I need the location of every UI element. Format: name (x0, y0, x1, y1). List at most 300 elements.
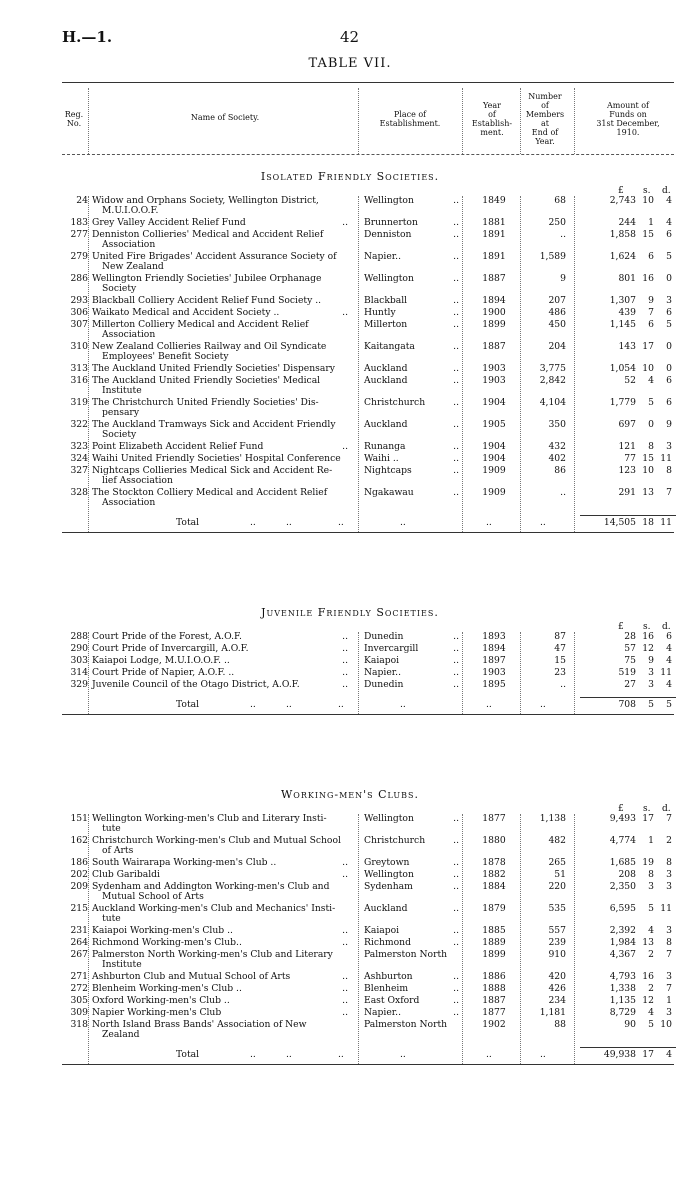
year-established: 1849 (482, 195, 506, 206)
funds-pence: 11 (660, 667, 672, 678)
place-name: Runanga (364, 441, 406, 452)
member-count: 426 (548, 983, 566, 994)
place-leader: .. (453, 251, 459, 262)
place-leader: .. (453, 983, 459, 994)
funds-shillings: 3 (648, 667, 654, 678)
society-name-line: Richmond Working-men's Club.. (92, 937, 242, 948)
funds-shillings: 19 (642, 857, 654, 868)
year-established: 1887 (482, 995, 506, 1006)
funds-pence: 7 (666, 487, 672, 498)
member-count: 910 (548, 949, 566, 960)
column-separator (520, 196, 521, 532)
funds-pence: 1 (666, 995, 672, 1006)
funds-pence: 8 (666, 465, 672, 476)
place-name: Kaiapoi (364, 925, 400, 936)
year-established: 1881 (482, 217, 506, 228)
funds-pounds: 2,743 (609, 195, 636, 206)
reg-number: 316 (70, 375, 88, 386)
funds-pounds: 90 (624, 1019, 636, 1030)
funds-pounds: 244 (618, 217, 636, 228)
funds-pounds: 1,054 (609, 363, 636, 374)
funds-pounds: 4,774 (609, 835, 636, 846)
column-separator (88, 814, 89, 1064)
funds-shillings: 3 (648, 881, 654, 892)
member-count: 51 (554, 869, 566, 880)
header-top-rule (62, 82, 674, 83)
place-leader: .. (453, 229, 459, 240)
place-name: Nightcaps (364, 465, 412, 476)
society-name (92, 870, 350, 880)
place-leader: .. (453, 1007, 459, 1018)
members-header-line: End of (531, 128, 559, 137)
place-header-line: Place of (393, 110, 427, 119)
total-leader: .. (400, 517, 406, 528)
reg-number: 267 (70, 949, 88, 960)
total-shillings: 5 (648, 699, 654, 710)
reg-number: 209 (70, 881, 88, 892)
place-leader: .. (453, 813, 459, 824)
members-header-line: Year. (535, 137, 555, 146)
member-count: 535 (548, 903, 566, 914)
place-leader: .. (453, 441, 459, 452)
year-established: 1899 (482, 949, 506, 960)
reg-header-line: Reg. (64, 110, 84, 119)
total-leader: .. (486, 1049, 492, 1060)
funds-pence: 4 (666, 655, 672, 666)
society-name-line: Juvenile Council of the Otago District, A.O.F. (92, 679, 300, 690)
total-leader: .. (250, 1049, 256, 1060)
member-count: 265 (548, 857, 566, 868)
society-name-line: Kaiapoi Lodge, M.U.I.O.O.F. .. (92, 655, 230, 666)
funds-pence: 4 (666, 643, 672, 654)
funds-pence: 11 (660, 903, 672, 914)
place-name: Dunedin (364, 679, 404, 690)
reg-number: 322 (70, 419, 88, 430)
total-pence: 11 (660, 517, 672, 528)
funds-pounds: 291 (618, 487, 636, 498)
year-established: 1899 (482, 319, 506, 330)
funds-pounds: 27 (624, 679, 636, 690)
funds-pounds: 2,350 (609, 881, 636, 892)
society-name-line: Institute (102, 959, 142, 970)
funds-shillings: 16 (642, 631, 654, 642)
society-name-line: Waikato Medical and Accident Society .. (92, 307, 280, 318)
funds-pence: 4 (666, 217, 672, 228)
place-name: Kaiapoi (364, 655, 400, 666)
name-leader: .. (342, 983, 348, 994)
total-shillings: 18 (642, 517, 654, 528)
society-name-line: Ashburton Club and Mutual School of Arts (92, 971, 291, 982)
place-of-establishment (364, 656, 459, 666)
member-count: 450 (548, 319, 566, 330)
place-of-establishment (364, 274, 459, 284)
funds-pounds: 439 (618, 307, 636, 318)
funds-header-line: 31st December, (596, 119, 660, 128)
funds-pence: 7 (666, 949, 672, 960)
reg-number: 319 (70, 397, 88, 408)
total-shillings: 17 (642, 1049, 654, 1060)
section-bottom-rule (62, 532, 674, 533)
member-count: 2,842 (539, 375, 566, 386)
funds-shillings: 4 (648, 1007, 654, 1018)
place-name: Ashburton (364, 971, 413, 982)
reg-number: 288 (70, 631, 88, 642)
reg-number: 277 (70, 229, 88, 240)
society-name-line: Napier Working-men's Club (92, 1007, 222, 1018)
place-name: Christchurch (364, 397, 426, 408)
member-count: .. (560, 229, 566, 240)
funds-shillings: 15 (642, 229, 654, 240)
place-leader: .. (453, 881, 459, 892)
total-leader: .. (286, 699, 292, 710)
funds-shillings: 17 (642, 813, 654, 824)
total-leader: .. (286, 517, 292, 528)
member-count: .. (560, 487, 566, 498)
year-established: 1887 (482, 273, 506, 284)
reg-header (56, 110, 92, 128)
shillings-label: s. (643, 804, 651, 814)
funds-pounds: 2,392 (609, 925, 636, 936)
society-name-line: Association (102, 329, 156, 340)
society-name-line: Millerton Colliery Medical and Accident Relief (92, 319, 309, 330)
society-name-line: The Stockton Colliery Medical and Accident Relief (92, 487, 328, 498)
name-leader: .. (342, 631, 348, 642)
society-name-line: lief Association (102, 475, 173, 486)
place-name: Napier.. (364, 1007, 401, 1018)
member-count: 250 (548, 217, 566, 228)
society-name-line: Waihi United Friendly Societies' Hospital Conference (92, 453, 341, 464)
place-leader: .. (453, 655, 459, 666)
place-name: Denniston (364, 229, 412, 240)
funds-shillings: 15 (642, 453, 654, 464)
name-leader: .. (342, 307, 348, 318)
society-name-line: Blenheim Working-men's Club .. (92, 983, 242, 994)
place-leader: .. (453, 465, 459, 476)
society-name-line: Widow and Orphans Society, Wellington District, (92, 195, 319, 206)
place-leader: .. (453, 453, 459, 464)
place-leader: .. (453, 937, 459, 948)
header-separator (358, 88, 359, 154)
place-name: Waihi .. (364, 453, 399, 464)
section-bottom-rule (62, 1064, 674, 1065)
place-of-establishment (364, 996, 459, 1006)
total-leader: .. (250, 517, 256, 528)
society-name-line: Blackball Colliery Accident Relief Fund Society .. (92, 295, 322, 306)
place-name: Auckland (364, 375, 408, 386)
year-established: 1891 (482, 251, 506, 262)
society-name-line: Denniston Collieries' Medical and Accident Relief (92, 229, 324, 240)
pounds-label: £ (618, 186, 624, 196)
funds-pence: 3 (666, 925, 672, 936)
funds-pence: 11 (660, 453, 672, 464)
funds-shillings: 4 (648, 925, 654, 936)
funds-pence: 2 (666, 835, 672, 846)
name-leader: .. (342, 937, 348, 948)
name-leader: .. (342, 441, 348, 452)
place-leader: .. (453, 971, 459, 982)
reg-number: 162 (70, 835, 88, 846)
place-leader: .. (453, 295, 459, 306)
place-name: Sydenham (364, 881, 413, 892)
society-name-line: Society (102, 283, 137, 294)
place-of-establishment (364, 364, 459, 374)
total-leader: .. (338, 699, 344, 710)
society-name-line: pensary (102, 407, 140, 418)
funds-pounds: 1,145 (609, 319, 636, 330)
society-name (92, 320, 350, 340)
funds-pence: 8 (666, 937, 672, 948)
year-header (466, 101, 518, 137)
society-name-line: Nightcaps Collieries Medical Sick and Accident Re- (92, 465, 333, 476)
society-name (92, 904, 350, 924)
society-name-line: The Auckland Tramways Sick and Accident Friendly (92, 419, 336, 430)
place-leader: .. (453, 995, 459, 1006)
funds-pence: 3 (666, 295, 672, 306)
society-name (92, 814, 350, 834)
year-established: 1905 (482, 419, 506, 430)
society-name-line: Auckland Working-men's Club and Mechanics' Insti- (92, 903, 336, 914)
place-of-establishment (364, 252, 459, 262)
total-leader: .. (540, 517, 546, 528)
year-established: 1886 (482, 971, 506, 982)
total-leader: .. (486, 517, 492, 528)
funds-shillings: 5 (648, 1019, 654, 1030)
funds-pence: 8 (666, 857, 672, 868)
society-name (92, 420, 350, 440)
funds-pence: 0 (666, 363, 672, 374)
society-name (92, 308, 350, 318)
funds-pounds: 52 (624, 375, 636, 386)
member-count: 68 (554, 195, 566, 206)
member-count: 420 (548, 971, 566, 982)
header-bottom-rule (62, 154, 674, 155)
total-leader: .. (338, 1049, 344, 1060)
place-leader: .. (453, 363, 459, 374)
reg-number: 310 (70, 341, 88, 352)
funds-pounds: 75 (624, 655, 636, 666)
section-title: Working-men's Clubs. (280, 788, 420, 801)
member-count: .. (560, 679, 566, 690)
place-name: Dunedin (364, 631, 404, 642)
member-count: 87 (554, 631, 566, 642)
total-leader: .. (286, 1049, 292, 1060)
reg-number: 271 (70, 971, 88, 982)
place-leader: .. (453, 835, 459, 846)
funds-shillings: 12 (642, 643, 654, 654)
header-separator (88, 88, 89, 154)
name-leader: .. (342, 655, 348, 666)
funds-pounds: 1,135 (609, 995, 636, 1006)
society-name-line: Oxford Working-men's Club .. (92, 995, 230, 1006)
year-established: 1904 (482, 453, 506, 464)
society-name (92, 252, 350, 272)
funds-header-line: Funds on (609, 110, 647, 119)
funds-pence: 6 (666, 229, 672, 240)
place-of-establishment (364, 836, 459, 846)
reg-number: 305 (70, 995, 88, 1006)
year-established: 1904 (482, 397, 506, 408)
member-count: 432 (548, 441, 566, 452)
total-pounds: 49,938 (603, 1049, 636, 1060)
funds-pounds: 28 (624, 631, 636, 642)
reg-number: 329 (70, 679, 88, 690)
society-name-line: Wellington Working-men's Club and Literary Insti- (92, 813, 327, 824)
place-name: Wellington (364, 273, 414, 284)
society-name-line: The Auckland United Friendly Societies' Dispensary (92, 363, 335, 374)
members-header-line: of (541, 101, 549, 110)
place-of-establishment (364, 308, 459, 318)
place-name: Blenheim (364, 983, 409, 994)
funds-pounds: 4,367 (609, 949, 636, 960)
place-of-establishment (364, 1008, 459, 1018)
total-leader: .. (400, 699, 406, 710)
year-header-line: of (488, 110, 496, 119)
society-name (92, 454, 350, 464)
place-of-establishment (364, 644, 459, 654)
society-name-line: Wellington Friendly Societies' Jubilee Orphanage (92, 273, 322, 284)
funds-shillings: 8 (648, 869, 654, 880)
society-name (92, 996, 350, 1006)
funds-pounds: 1,338 (609, 983, 636, 994)
name-leader: .. (342, 857, 348, 868)
table-title: TABLE VII. (308, 56, 392, 71)
place-leader: .. (453, 419, 459, 430)
society-name-line: The Auckland United Friendly Societies' Medical (92, 375, 321, 386)
column-separator (462, 814, 463, 1064)
name-header: Name of Society. (190, 113, 260, 122)
members-header-line: Number (528, 92, 562, 101)
society-name (92, 644, 350, 654)
total-leader: .. (540, 699, 546, 710)
place-of-establishment (364, 1020, 459, 1030)
place-leader: .. (453, 857, 459, 868)
society-name (92, 364, 350, 374)
funds-pence: 9 (666, 419, 672, 430)
year-established: 1878 (482, 857, 506, 868)
reg-number: 215 (70, 903, 88, 914)
society-name-line: The Christchurch United Friendly Societies' Dis- (92, 397, 319, 408)
funds-pence: 6 (666, 375, 672, 386)
funds-shillings: 13 (642, 937, 654, 948)
funds-pounds: 697 (618, 419, 636, 430)
place-header-line: Establishment. (379, 119, 441, 128)
reg-number: 328 (70, 487, 88, 498)
year-established: 1893 (482, 631, 506, 642)
society-name (92, 632, 350, 642)
year-established: 1887 (482, 341, 506, 352)
place-of-establishment (364, 218, 459, 228)
society-name (92, 938, 350, 948)
member-count: 3,775 (539, 363, 566, 374)
column-separator (358, 814, 359, 1064)
funds-pounds: 208 (618, 869, 636, 880)
funds-shillings: 10 (642, 195, 654, 206)
year-header-line: Establish- (471, 119, 513, 128)
column-separator (462, 632, 463, 714)
society-name (92, 926, 350, 936)
funds-pounds: 1,858 (609, 229, 636, 240)
society-name-line: Grey Valley Accident Relief Fund (92, 217, 246, 228)
year-established: 1880 (482, 835, 506, 846)
place-name: Huntly (364, 307, 396, 318)
place-of-establishment (364, 454, 459, 464)
place-of-establishment (364, 972, 459, 982)
place-of-establishment (364, 668, 459, 678)
shillings-label: s. (643, 186, 651, 196)
funds-shillings: 17 (642, 341, 654, 352)
society-name (92, 342, 350, 362)
reg-number: 327 (70, 465, 88, 476)
place-of-establishment (364, 984, 459, 994)
column-separator (520, 814, 521, 1064)
member-count: 88 (554, 1019, 566, 1030)
year-established: 1897 (482, 655, 506, 666)
society-name-line: tute (102, 913, 121, 924)
funds-shillings: 16 (642, 273, 654, 284)
shillings-label: s. (643, 622, 651, 632)
section-bottom-rule (62, 714, 674, 715)
year-header-line: ment. (480, 128, 504, 137)
reg-number: 286 (70, 273, 88, 284)
total-pounds: 14,505 (603, 517, 636, 528)
place-leader: .. (453, 375, 459, 386)
funds-header (580, 101, 676, 137)
society-name (92, 680, 350, 690)
total-pence: 4 (666, 1049, 672, 1060)
place-leader: .. (453, 679, 459, 690)
member-count: 482 (548, 835, 566, 846)
society-name (92, 668, 350, 678)
funds-shillings: 4 (648, 375, 654, 386)
society-name-line: Institute (102, 385, 142, 396)
funds-pounds: 1,307 (609, 295, 636, 306)
place-name: Palmerston North (364, 949, 448, 960)
year-established: 1894 (482, 295, 506, 306)
member-count: 47 (554, 643, 566, 654)
member-count: 1,138 (539, 813, 566, 824)
funds-pounds: 801 (618, 273, 636, 284)
funds-shillings: 7 (648, 307, 654, 318)
member-count: 4,104 (539, 397, 566, 408)
place-of-establishment (364, 632, 459, 642)
year-established: 1884 (482, 881, 506, 892)
place-name: Napier.. (364, 667, 401, 678)
year-established: 1882 (482, 869, 506, 880)
funds-shillings: 1 (648, 217, 654, 228)
funds-pence: 7 (666, 813, 672, 824)
funds-pounds: 143 (618, 341, 636, 352)
year-established: 1902 (482, 1019, 506, 1030)
place-leader: .. (453, 869, 459, 880)
funds-pounds: 9,493 (609, 813, 636, 824)
society-name (92, 296, 350, 306)
place-of-establishment (364, 398, 459, 408)
name-leader: .. (342, 643, 348, 654)
funds-pence: 6 (666, 631, 672, 642)
reg-number: 151 (70, 813, 88, 824)
funds-pence: 4 (666, 679, 672, 690)
year-established: 1889 (482, 937, 506, 948)
name-leader: .. (342, 1007, 348, 1018)
column-separator (88, 632, 89, 714)
society-name-line: Society (102, 429, 137, 440)
funds-shillings: 10 (642, 465, 654, 476)
funds-pence: 6 (666, 307, 672, 318)
place-of-establishment (364, 196, 459, 206)
society-name (92, 274, 350, 294)
place-name: Wellington (364, 869, 414, 880)
funds-shillings: 3 (648, 679, 654, 690)
